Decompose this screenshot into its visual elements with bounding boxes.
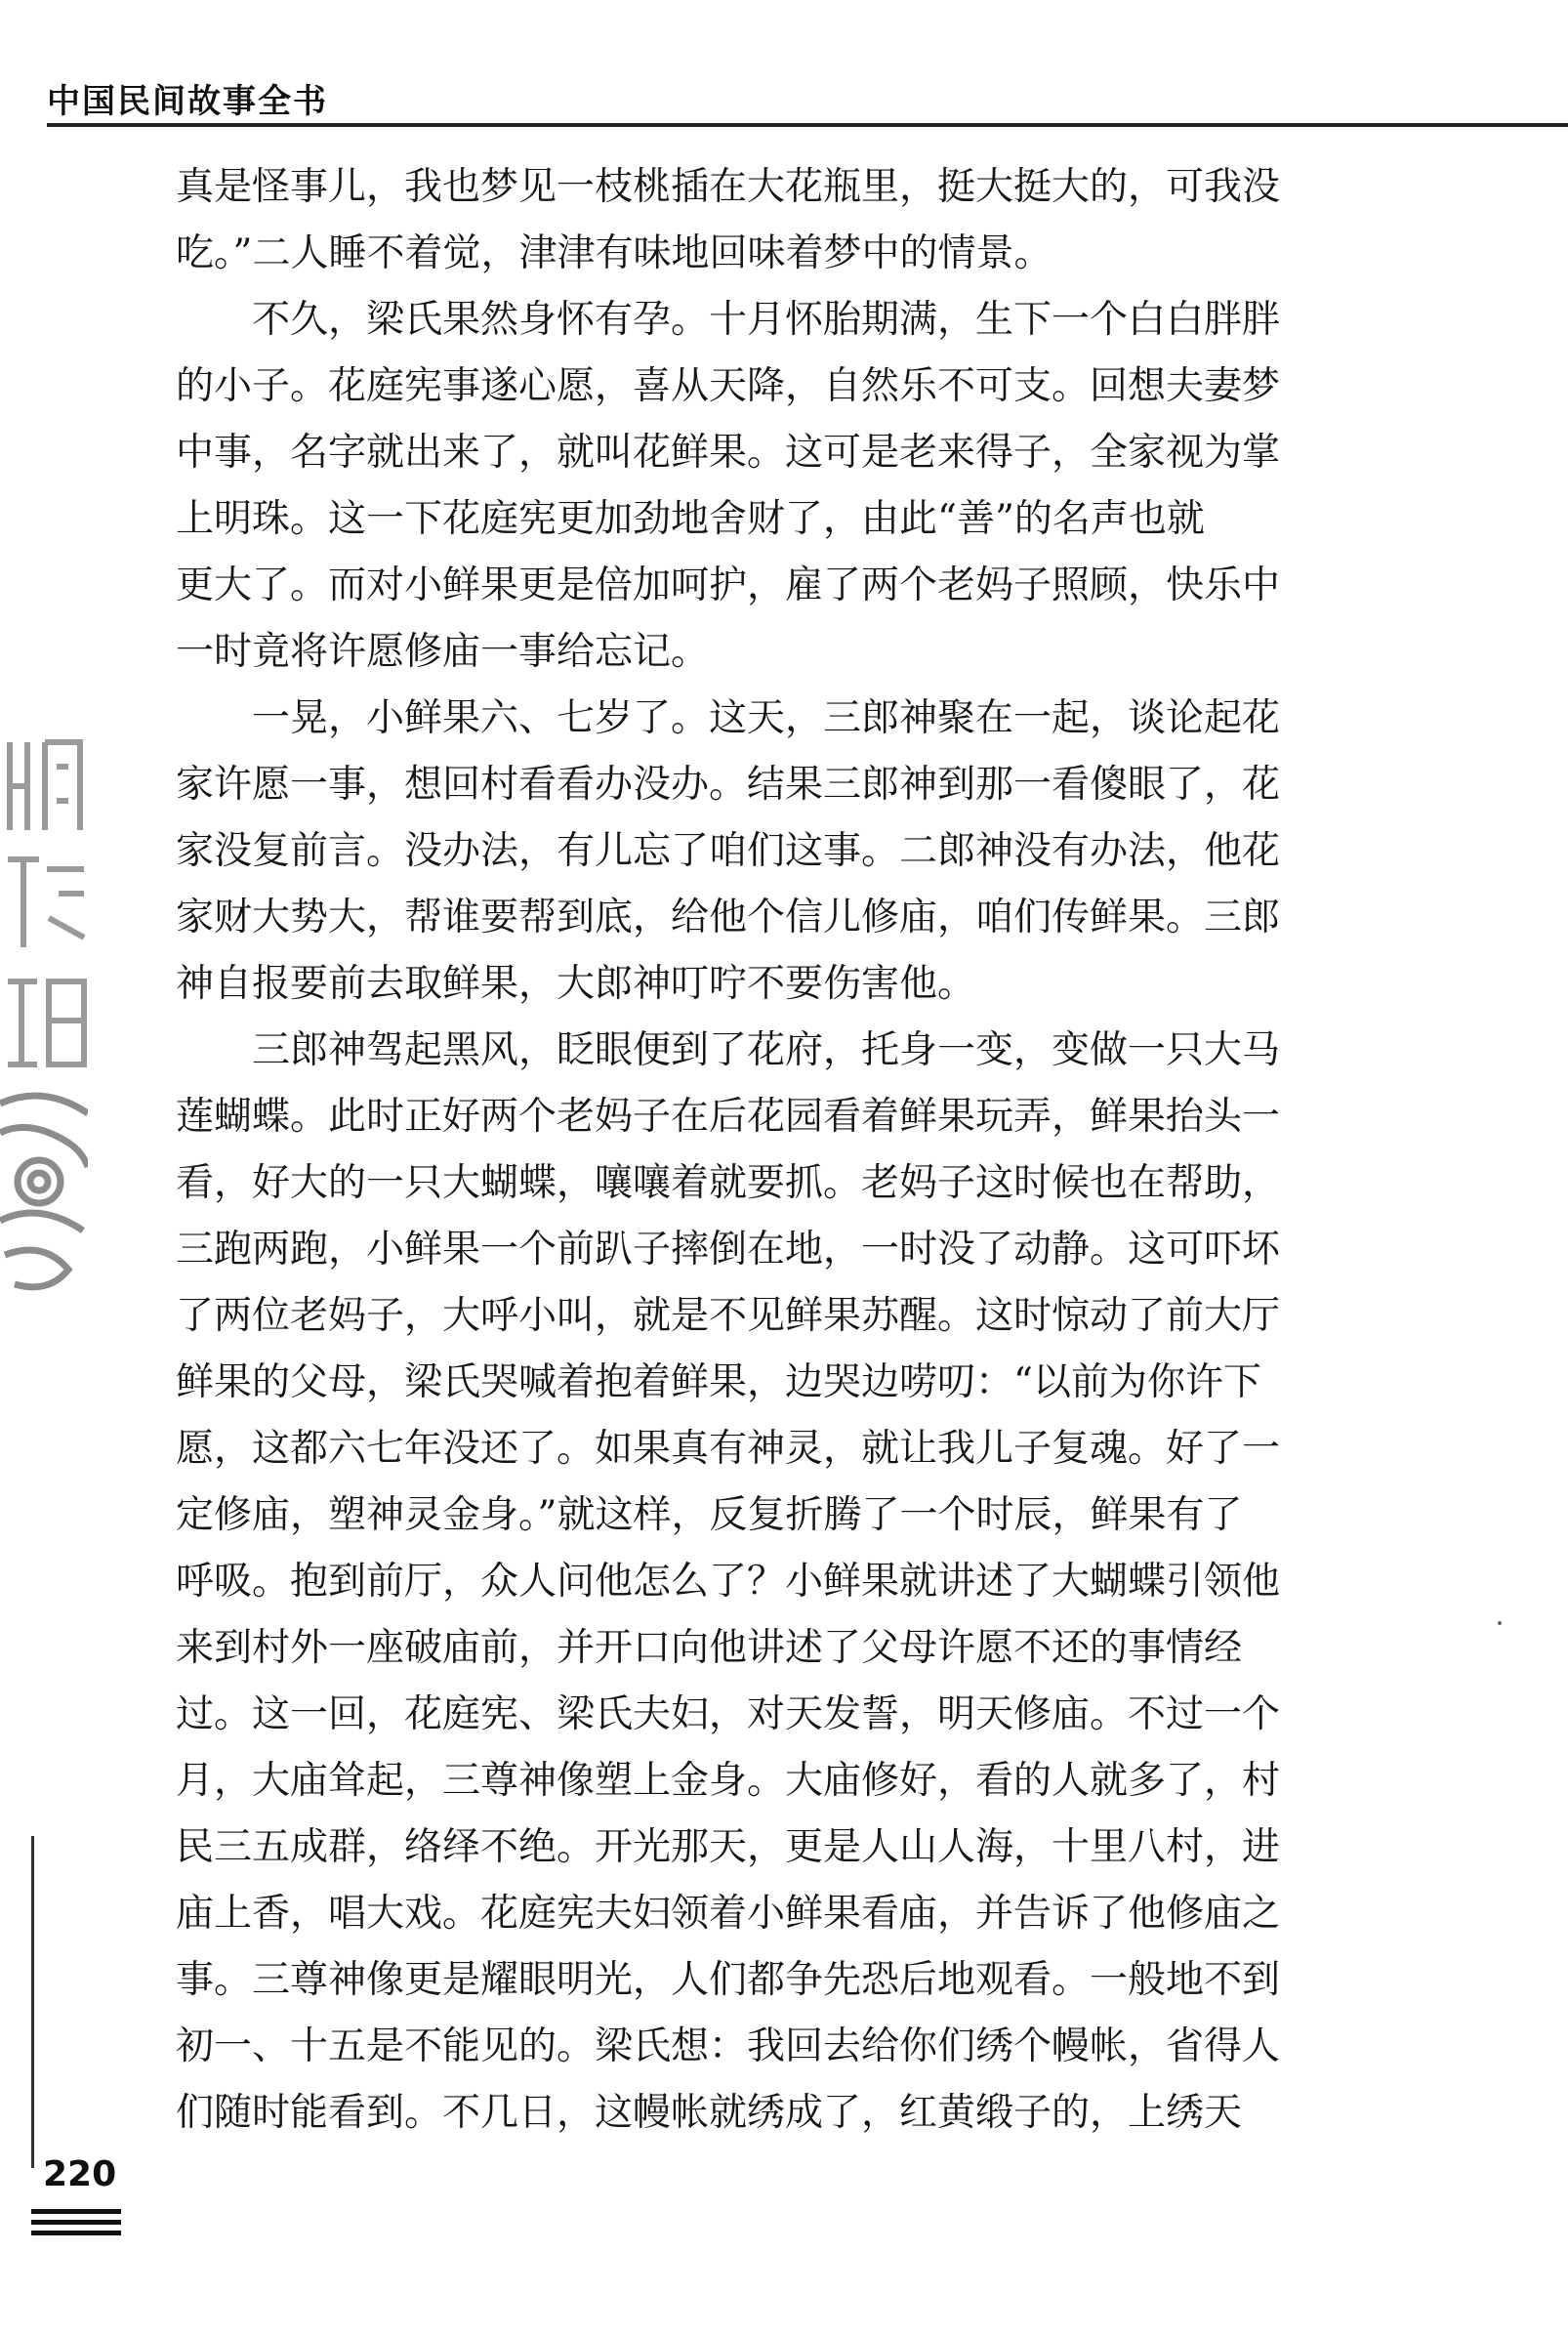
footer-rule-line [31, 2209, 121, 2214]
text-line: 看，好大的一只大蝴蝶，嚷嚷着就要抓。老妈子这时候也在帮助， [176, 1161, 1281, 1205]
text-line: 神自报要前去取鲜果，大郎神叮咛不要伤害他。 [176, 962, 976, 1006]
text-line: 中事，名字就出来了，就叫花鲜果。这可是老来得子，全家视为掌 [176, 431, 1281, 475]
text-line: 初一、十五是不能见的。梁氏想：我回去给你们绣个幔帐，省得人 [176, 2024, 1281, 2068]
text-line: 事。三尊神像更是耀眼明光，人们都争先恐后地观看。一般地不到 [176, 1958, 1281, 2002]
text-line: 真是怪事儿，我也梦见一枝桃插在大花瓶里，挺大挺大的，可我没 [176, 165, 1281, 209]
body-text [176, 154, 1386, 2147]
header-rule [47, 123, 1568, 127]
text-line: 莲蝴蝶。此时正好两个老妈子在后花园看着鲜果玩弄，鲜果抬头一 [176, 1095, 1281, 1139]
text-line: 月，大庙耸起，三尊神像塑上金身。大庙修好，看的人就多了，村 [176, 1759, 1281, 1803]
text-line: 家没复前言。没办法，有儿忘了咱们这事。二郎神没有办法，他花 [176, 829, 1281, 873]
text-line: 上明珠。这一下花庭宪更加劲地舍财了，由此“善”的名声也就 [176, 497, 1205, 541]
text-line: 一时竟将许愿修庙一事给忘记。 [176, 630, 710, 674]
text-line: 庙上香，唱大戏。花庭宪夫妇领着小鲜果看庙，并告诉了他修庙之 [176, 1892, 1281, 1936]
text-line: 一晃，小鲜果六、七岁了。这天，三郎神聚在一起，谈论起花 [176, 696, 1281, 740]
text-line: 更大了。而对小鲜果更是倍加呵护，雇了两个老妈子照顾，快乐中 [176, 563, 1281, 607]
text-line: 过。这一回，花庭宪、梁氏夫妇，对天发誓，明天修庙。不过一个 [176, 1692, 1281, 1736]
text-line: 了两位老妈子，大呼小叫，就是不见鲜果苏醒。这时惊动了前大厅 [176, 1294, 1281, 1338]
footer-rule-line [31, 2231, 121, 2235]
text-line: 愿，这都六七年没还了。如果真有神灵，就让我儿子复魂。好了一 [176, 1427, 1281, 1471]
footer-rule-line [31, 2220, 121, 2225]
text-line: 家许愿一事，想回村看看办没办。结果三郎神到那一看傻眼了，花 [176, 763, 1281, 807]
text-line: 三郎神驾起黑风，眨眼便到了花府，托身一变，变做一只大马 [176, 1028, 1281, 1072]
side-rule [31, 1836, 34, 2168]
text-line: 三跑两跑，小鲜果一个前趴子摔倒在地，一时没了动静。这可吓坏 [176, 1228, 1281, 1272]
text-line: 呼吸。抱到前厅，众人问他怎么了？小鲜果就讲述了大蝴蝶引领他 [176, 1560, 1281, 1604]
text-line: 不久，梁氏果然身怀有孕。十月怀胎期满，生下一个白白胖胖 [176, 298, 1281, 342]
text-line: 家财大势大，帮谁要帮到底，给他个信儿修庙，咱们传鲜果。三郎 [176, 896, 1281, 939]
text-line: 来到村外一座破庙前，并开口向他讲述了父母许愿不还的事情经 [176, 1626, 1243, 1670]
footer-rules [31, 2209, 121, 2241]
running-header-title: 中国民间故事全书 [47, 82, 328, 121]
text-line: 们随时能看到。不几日，这幔帐就绣成了，红黄缎子的，上绣天 [176, 2091, 1243, 2135]
scan-speck [1498, 1621, 1502, 1625]
text-line: 吃。”二人睡不着觉，津津有味地回味着梦中的情景。 [176, 231, 1052, 275]
text-line: 定修庙，塑神灵金身。”就这样，反复折腾了一个时辰，鲜果有了 [176, 1493, 1243, 1537]
text-line: 鲜果的父母，梁氏哭喊着抱着鲜果，边哭边唠叨：“以前为你许下 [176, 1360, 1261, 1404]
text-line: 民三五成群，络绎不绝。开光那天，更是人山人海，十里八村，进 [176, 1825, 1281, 1869]
text-line: 的小子。花庭宪事遂心愿，喜从天降，自然乐不可支。回想夫妻梦 [176, 364, 1281, 408]
page-number: 220 [43, 2154, 117, 2194]
margin-emblem-watermark [0, 723, 88, 1299]
